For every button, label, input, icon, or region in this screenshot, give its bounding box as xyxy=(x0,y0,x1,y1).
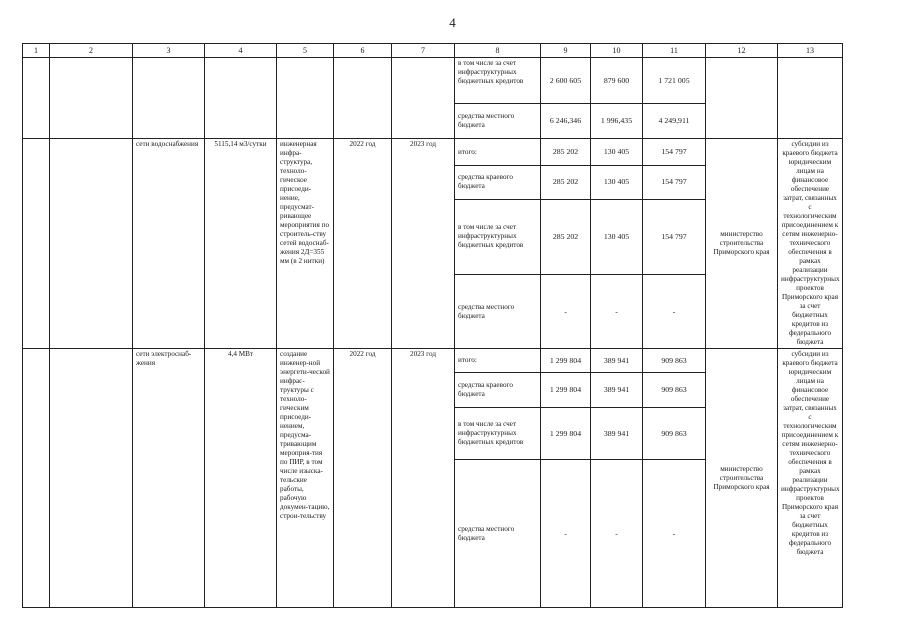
amount-total: 1 299 804 xyxy=(541,408,591,460)
object-description: инженерная инфра-структура, техноло-гическое присоеди-нение, предусмат-ривающее мероприятия по строитель-ству сетей водоснаб-жения 2Д=355 мм (в 2 нитки) xyxy=(277,139,334,349)
column-number: 9 xyxy=(541,44,591,58)
table-row xyxy=(23,349,843,373)
column-number: 3 xyxy=(133,44,205,58)
end-year: 2023 год xyxy=(392,139,455,349)
amount-2022: - xyxy=(591,460,643,608)
amount-2022: 389 941 xyxy=(591,408,643,460)
responsible-ministry: министерство строительства Приморского края xyxy=(706,139,778,349)
amount-total: 6 246,346 xyxy=(541,104,591,139)
amount-2023: 909 863 xyxy=(643,373,706,408)
object-capacity: 5115,14 м3/сутки xyxy=(205,139,277,349)
column-number: 2 xyxy=(50,44,133,58)
object-name: сети электроснаб-жения xyxy=(133,349,205,608)
column-number: 13 xyxy=(778,44,843,58)
amount-2022: 130 405 xyxy=(591,199,643,275)
amount-total: - xyxy=(541,275,591,349)
amount-2023: 4 249,911 xyxy=(643,104,706,139)
column-number: 4 xyxy=(205,44,277,58)
subsidy-description: субсидии из краевого бюджета юридическим лицам на финансовое обеспечение затрат, связанных с технологическим присоединением к сетям инженерно-технического обеспечения в рамках реализации инфраструктурных проектов Приморского края за счет бюджетных кредитов из федерального бюджета xyxy=(778,139,843,349)
amount-2022: 130 405 xyxy=(591,166,643,200)
amount-total: 1 299 804 xyxy=(541,373,591,408)
funding-source-label: средства местного бюджета xyxy=(455,275,541,349)
subsidy-description: субсидии из краевого бюджета юридическим лицам на финансовое обеспечение затрат, связанных с технологическим присоединением к сетям инженерно-технического обеспечения в рамках реализации инфраструктурных проектов Приморского края за счет бюджетных кредитов из федерального бюджета xyxy=(778,349,843,608)
funding-source-label: средства местного бюджета xyxy=(455,104,541,139)
cell-empty xyxy=(23,349,50,608)
cell-empty xyxy=(23,58,50,139)
amount-2022: 1 996,435 xyxy=(591,104,643,139)
amount-total: 2 600 605 xyxy=(541,58,591,104)
table-row xyxy=(23,139,843,166)
object-description: создание инженер-ной энергети-ческой инфрас-труктуры с техноло-гическим присоеди-нением, предусма-тривающим мероприя-тия по ПИР, в том числе изыска-тельские работы, рабочую докумен-тацию, строи-тельству xyxy=(277,349,334,608)
funding-source-label: в том числе за счет инфраструктурных бюджетных кредитов xyxy=(455,199,541,275)
cell-empty xyxy=(334,58,392,139)
column-number: 11 xyxy=(643,44,706,58)
amount-total: 285 202 xyxy=(541,166,591,200)
amount-total: 1 299 804 xyxy=(541,349,591,373)
column-number: 12 xyxy=(706,44,778,58)
amount-2022: 389 941 xyxy=(591,349,643,373)
object-name: сети водоснабжения xyxy=(133,139,205,349)
start-year: 2022 год xyxy=(334,139,392,349)
cell-empty xyxy=(50,349,133,608)
funding-source-label: средства краевого бюджета xyxy=(455,373,541,408)
column-number-row xyxy=(23,44,843,58)
column-number: 8 xyxy=(455,44,541,58)
column-number: 1 xyxy=(23,44,50,58)
column-number: 6 xyxy=(334,44,392,58)
amount-2023: - xyxy=(643,460,706,608)
start-year: 2022 год xyxy=(334,349,392,608)
cell-empty xyxy=(50,58,133,139)
amount-2023: 154 797 xyxy=(643,166,706,200)
cell-empty xyxy=(50,139,133,349)
cell-empty xyxy=(205,58,277,139)
table-row xyxy=(23,58,843,104)
funding-source-label: итого: xyxy=(455,139,541,166)
amount-2022: 389 941 xyxy=(591,373,643,408)
funding-source-label: в том числе за счет инфраструктурных бюджетных кредитов xyxy=(455,58,541,104)
amount-2023: - xyxy=(643,275,706,349)
responsible-ministry: министерство строительства Приморского края xyxy=(706,349,778,608)
funding-source-label: в том числе за счет инфраструктурных бюджетных кредитов xyxy=(455,408,541,460)
amount-2022: 130 405 xyxy=(591,139,643,166)
cell-empty xyxy=(706,58,778,139)
funding-source-label: итого: xyxy=(455,349,541,373)
funding-source-label: средства местного бюджета xyxy=(455,460,541,608)
financing-table xyxy=(22,43,843,608)
column-number: 5 xyxy=(277,44,334,58)
amount-total: - xyxy=(541,460,591,608)
amount-2022: - xyxy=(591,275,643,349)
amount-2023: 154 797 xyxy=(643,139,706,166)
object-capacity: 4,4 МВт xyxy=(205,349,277,608)
amount-2023: 909 863 xyxy=(643,349,706,373)
amount-2023: 154 797 xyxy=(643,199,706,275)
cell-empty xyxy=(23,139,50,349)
column-number: 10 xyxy=(591,44,643,58)
cell-empty xyxy=(778,58,843,139)
amount-2023: 1 721 005 xyxy=(643,58,706,104)
cell-empty xyxy=(392,58,455,139)
cell-empty xyxy=(133,58,205,139)
amount-2023: 909 863 xyxy=(643,408,706,460)
column-number: 7 xyxy=(392,44,455,58)
amount-total: 285 202 xyxy=(541,139,591,166)
page-number: 4 xyxy=(449,15,456,30)
cell-empty xyxy=(277,58,334,139)
amount-total: 285 202 xyxy=(541,199,591,275)
end-year: 2023 год xyxy=(392,349,455,608)
funding-source-label: средства краевого бюджета xyxy=(455,166,541,200)
amount-2022: 879 600 xyxy=(591,58,643,104)
